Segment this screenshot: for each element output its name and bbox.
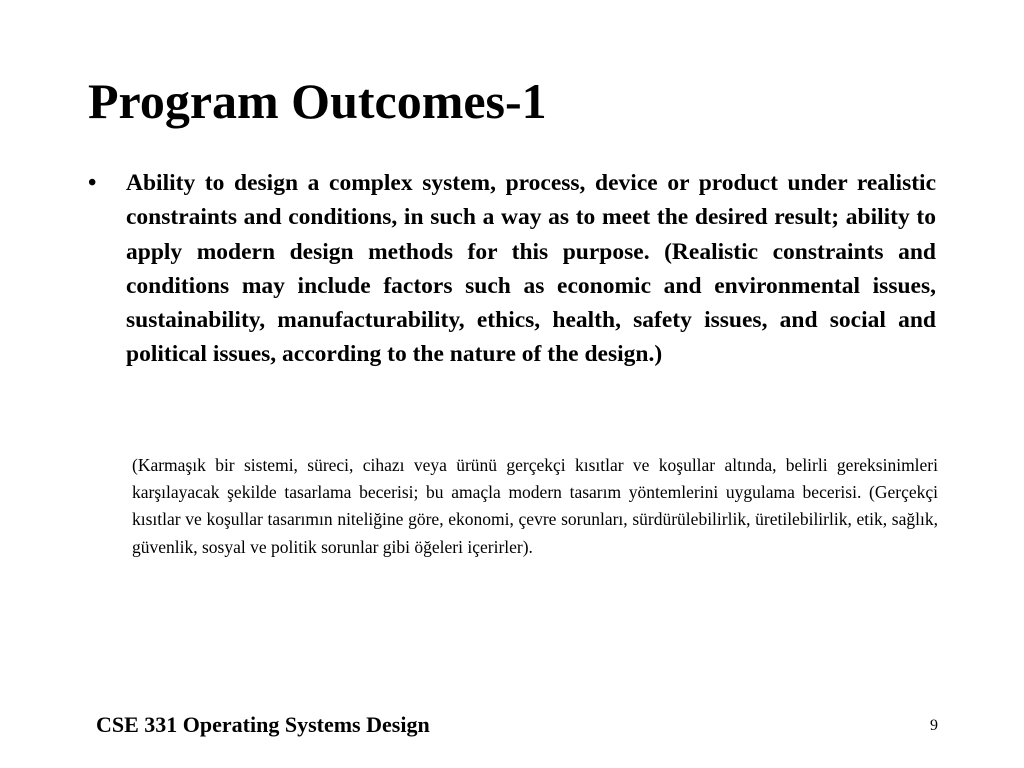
turkish-translation: (Karmaşık bir sistemi, süreci, cihazı veya ürünü gerçekçi kısıtlar ve koşullar altında, belirli gereksinimleri karşılayacak şekilde tasarlama becerisi; bu amaçla modern tasarım yöntemlerini uygulama becerisi. (Gerçekçi kısıtlar ve koşullar tasarımın niteliğine göre, ekonomi, çevre sorunları, sürdürülebilirlik, üretilebilirlik, etik, sağlık, güvenlik, sosyal ve politik sorunlar gibi öğeleri içerirler). bbox=[132, 455, 938, 557]
outcome-description: Ability to design a complex system, process, device or product under realistic constraints and conditions, in such a way as to meet the desired result; ability to apply modern design methods for this purpose. (Realistic constraints and conditions may include factors such as economic and environmental issues, sustainability, manufacturability, ethics, health, safety issues, and social and political issues, according to the nature of the design.) bbox=[126, 170, 936, 368]
page-number: 9 bbox=[930, 717, 938, 734]
course-footer: CSE 331 Operating Systems Design bbox=[96, 712, 430, 737]
slide-title: Program Outcomes-1 bbox=[88, 73, 547, 129]
bullet-marker: • bbox=[88, 170, 97, 196]
